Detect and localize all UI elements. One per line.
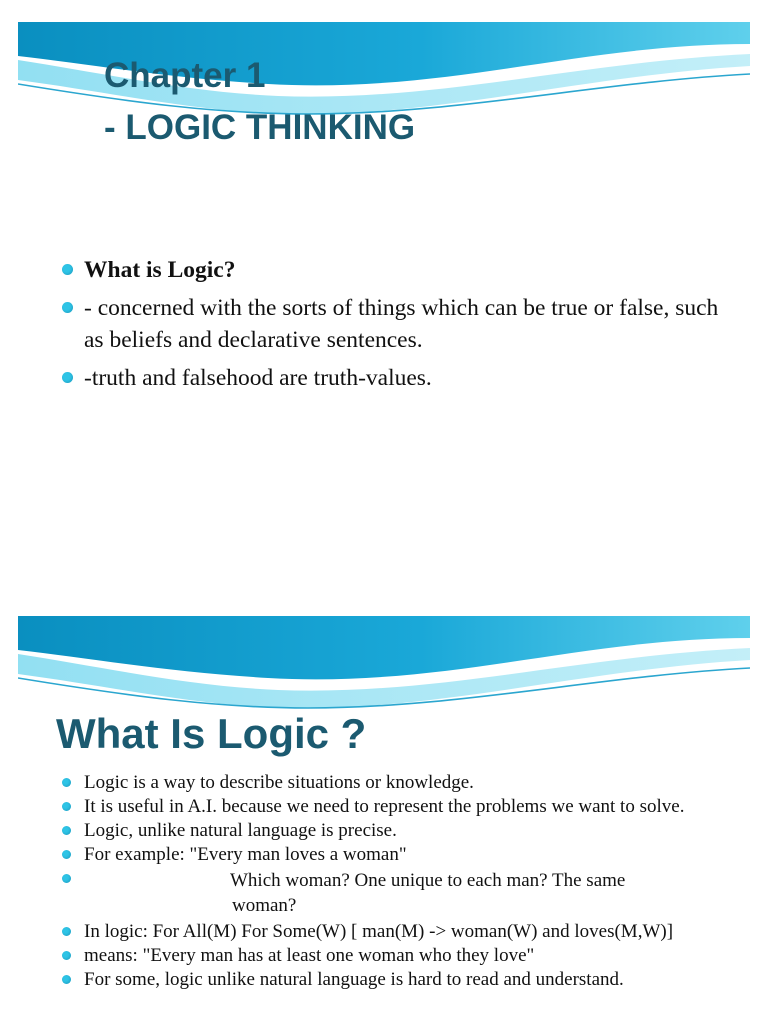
slide-title: What Is Logic ? (56, 710, 367, 757)
list-item (56, 945, 726, 966)
list-item-text: For example: "Every man loves a woman" (84, 844, 407, 865)
bullet-list (56, 772, 726, 993)
bullet-dot-icon (62, 264, 73, 275)
list-item (56, 820, 726, 841)
list-item (56, 868, 726, 918)
list-item-text: -truth and falsehood are truth-values. (84, 365, 432, 391)
list-item (56, 844, 726, 865)
title-line-2: - LOGIC THINKING (104, 108, 416, 147)
bullet-dot-icon (62, 850, 71, 859)
list-item-text: What is Logic? (84, 257, 236, 283)
list-item-text: In logic: For All(M) For Some(W) [ man(M) -> woman(W) and loves(M,W)] (84, 921, 674, 942)
list-item (56, 921, 726, 942)
list-item-text: means: "Every man has at least one woman who they love" (84, 945, 535, 966)
list-item-text: Logic is a way to describe situations or knowledge. (84, 772, 474, 793)
list-item-text: It is useful in A.I. because we need to represent the problems we want to solve. (84, 796, 685, 817)
bullet-dot-icon (62, 778, 71, 787)
slide-1 (18, 22, 750, 570)
list-item (56, 796, 726, 817)
bullet-dot-icon (62, 802, 71, 811)
list-item-text: Logic, unlike natural language is precise. (84, 820, 397, 841)
list-item (62, 362, 722, 394)
list-item (62, 254, 722, 286)
title-line-1: Chapter 1 (104, 56, 266, 95)
bullet-list (62, 254, 722, 400)
bullet-dot-icon (62, 975, 71, 984)
bullet-dot-icon (62, 951, 71, 960)
bullet-dot-icon (62, 302, 73, 313)
bullet-dot-icon (62, 372, 73, 383)
list-item-text: Which woman? One unique to each man? The same (230, 870, 626, 891)
bullet-dot-icon (62, 826, 71, 835)
bullet-dot-icon (62, 874, 71, 883)
list-item-text: For some, logic unlike natural language is hard to read and understand. (84, 969, 624, 990)
slide-title (104, 50, 415, 154)
list-item (56, 772, 726, 793)
list-item-text: - concerned with the sorts of things which can be true or false, such as beliefs and declarative sentences. (84, 295, 719, 353)
slide-2 (18, 616, 750, 1024)
list-item (56, 969, 726, 990)
bullet-dot-icon (62, 927, 71, 936)
list-item (62, 292, 722, 356)
list-item-continuation: woman? (232, 895, 297, 916)
